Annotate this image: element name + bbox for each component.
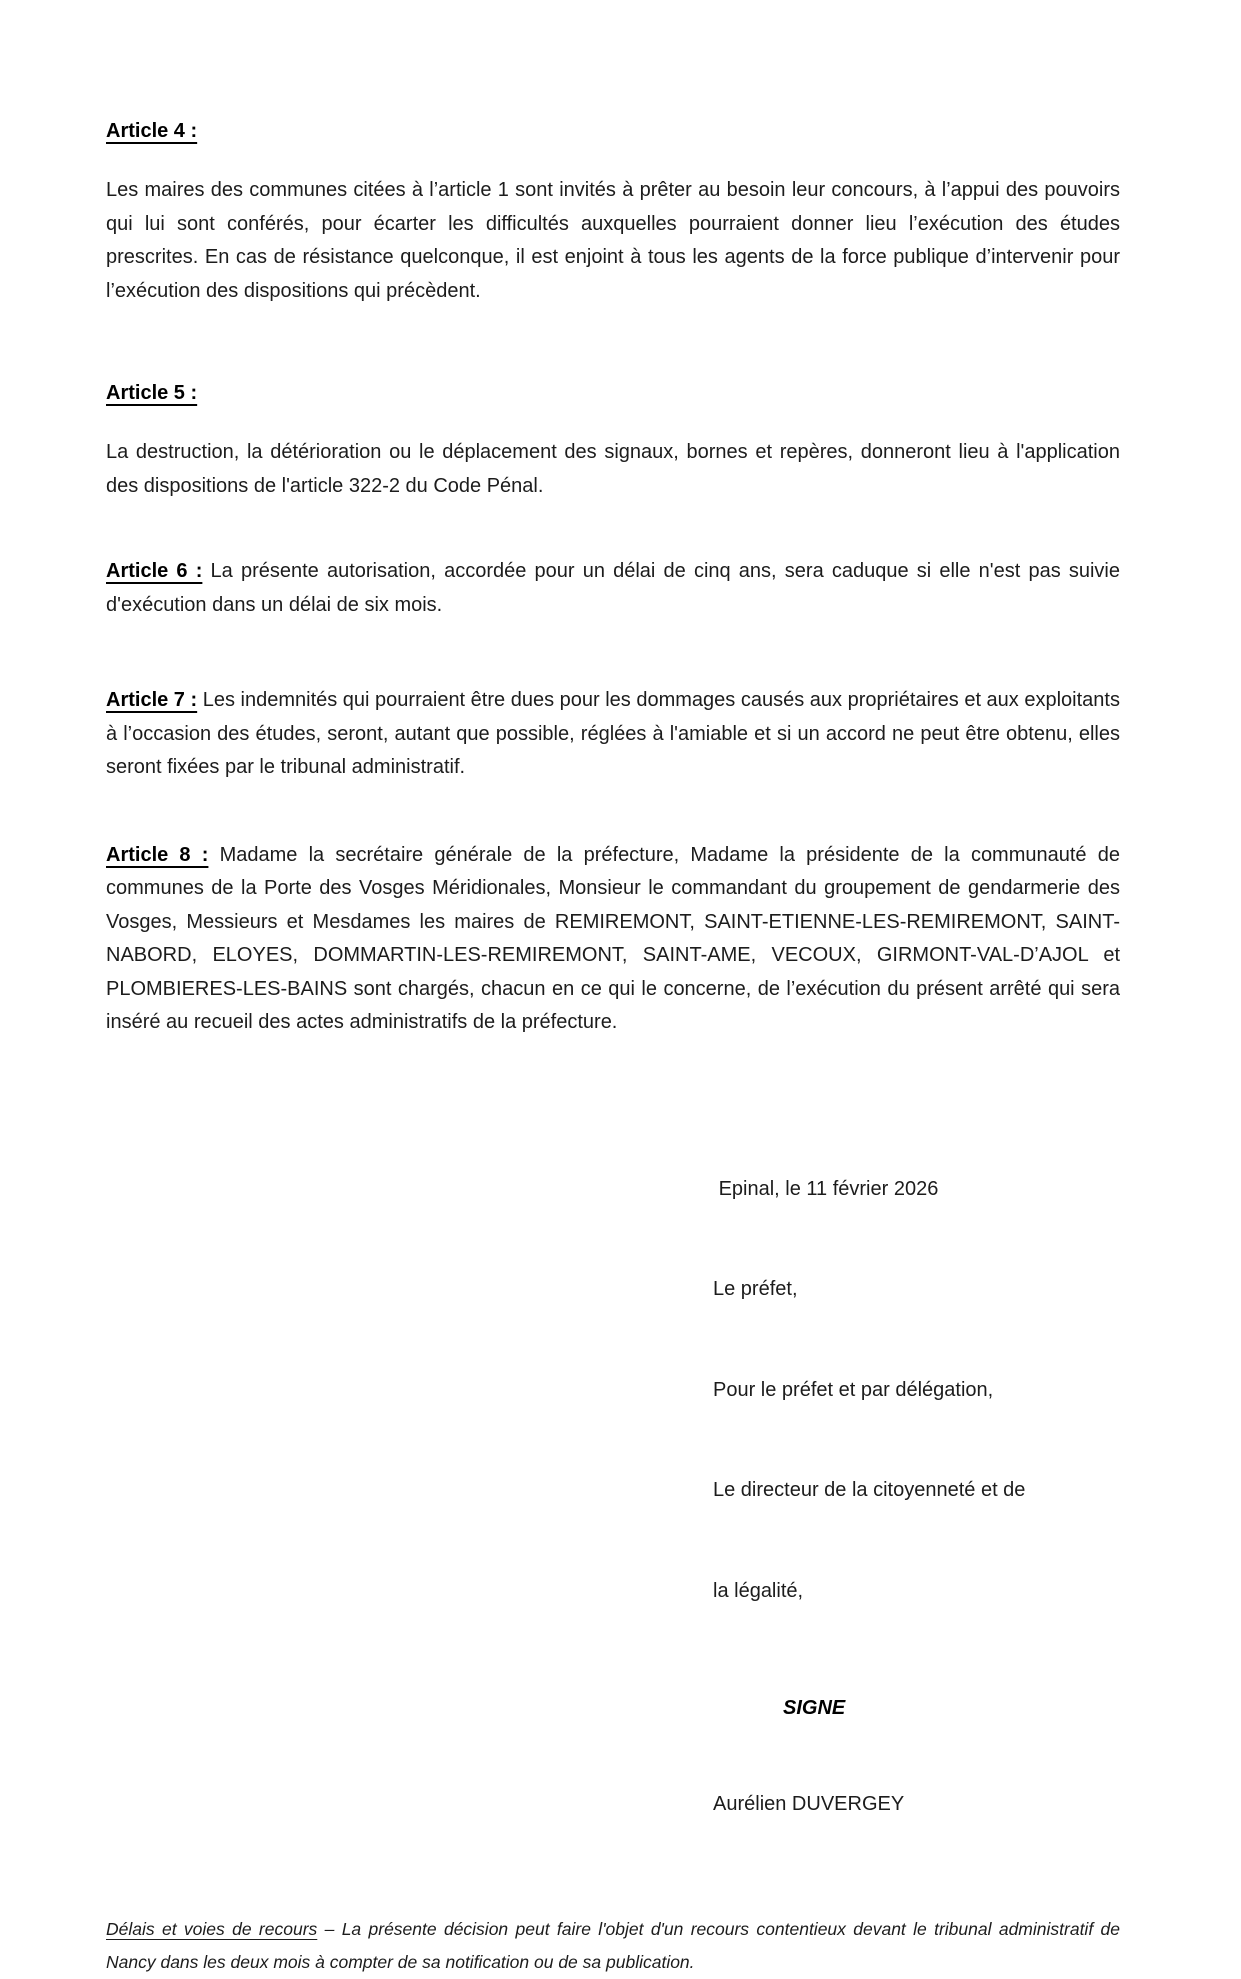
- signed-label: SIGNE: [783, 1697, 846, 1719]
- signature-title-line-1: Le préfet,: [713, 1278, 798, 1300]
- article-6-heading: Article 6 :: [106, 560, 203, 582]
- signatory-name: Aurélien DUVERGEY: [713, 1793, 905, 1815]
- document-content: [106, 0, 1120, 1979]
- article-7-heading: Article 7 :: [106, 689, 198, 711]
- article-4-heading: Article 4 :: [106, 120, 198, 142]
- article-5-paragraph: La destruction, la détérioration ou le déplacement des signaux, bornes et repères, donneront lieu à l'application des dispositions de l'article 322-2 du Code Pénal.: [106, 441, 1120, 497]
- footer-text: – La présente décision peut faire l'objet d'un recours contentieux devant le tribunal administratif de Nancy dans les deux mois à compter de sa notification ou de sa publication.: [106, 1919, 1120, 1972]
- signature-place-date: Epinal, le 11 février 2026: [713, 1177, 939, 1200]
- article-7-paragraph: [106, 684, 1120, 785]
- footer-recourse-note: [106, 1913, 1120, 1979]
- article-8-paragraph: [106, 839, 1120, 1040]
- article-6-paragraph: [106, 555, 1120, 622]
- signature-block: [713, 1106, 1120, 1676]
- article-8-text: Madame la secrétaire générale de la préfecture, Madame la présidente de la communauté de communes de la Porte des Vosges Méridionales, Monsieur le commandant du groupement de gendarmerie des Vosges, Messieurs et Mesdames les maires de REMIREMONT, SAINT-ETIENNE-LES-REMIREMONT, SAINT-NABORD, ELOYES, DOMMARTIN-LES-REMIREMONT, SAINT-AME, VECOUX, GIRMONT-VAL-D’AJOL et PLOMBIERES-LES-BAINS sont chargés, chacun en ce qui le concerne, de l’exécution du présent arrêté qui sera inséré au recueil des actes administratifs de la préfecture.: [106, 843, 1120, 1033]
- signature-title-line-2: Pour le préfet et par délégation,: [713, 1378, 994, 1401]
- article-5-heading: Article 5 :: [106, 382, 198, 404]
- article-4-paragraph: Les maires des communes citées à l’article 1 sont invités à prêter au besoin leur concours, à l’appui des pouvoirs qui lui sont conférés, pour écarter les difficultés auxquelles pourraient donner lieu l’exécution des études prescrites. En cas de résistance quelconque, il est enjoint à tous les agents de la force publique d’intervenir pour l’exécution des dispositions qui précèdent.: [106, 179, 1120, 302]
- signature-title-line-3: Le directeur de la citoyenneté et de: [713, 1479, 1026, 1501]
- article-6-text: La présente autorisation, accordée pour un délai de cinq ans, sera caduque si elle n'est pas suivie d'exécution dans un délai de six mois.: [106, 560, 1120, 616]
- article-8-heading: Article 8 :: [106, 843, 209, 866]
- signature-title-line-4: la légalité,: [713, 1579, 804, 1602]
- footer-lead: Délais et voies de recours: [106, 1919, 318, 1939]
- article-7-text: Les indemnités qui pourraient être dues pour les dommages causés aux propriétaires et aux exploitants à l’occasion des études, seront, autant que possible, réglées à l'amiable et si un accord ne peut être obtenu, elles seront fixées par le tribunal administratif.: [106, 689, 1120, 778]
